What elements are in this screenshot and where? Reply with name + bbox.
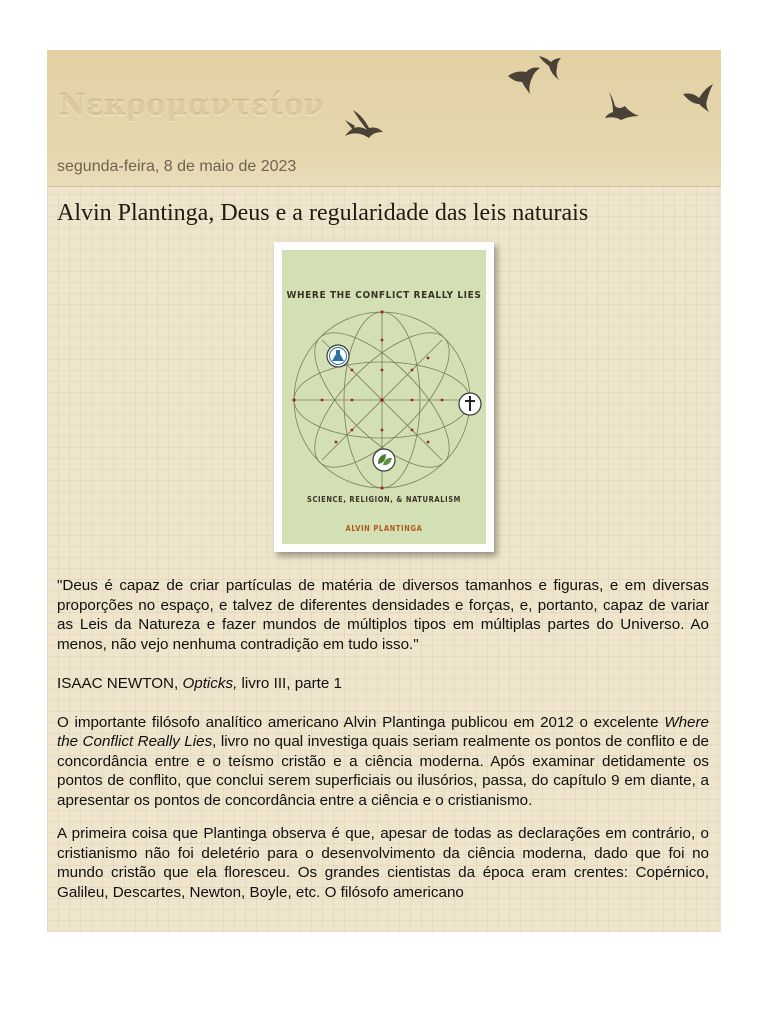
bird-icon [605,92,639,120]
post-title[interactable]: Alvin Plantinga, Deus e a regularidade das leis naturais [57,200,589,226]
blog-page [47,50,721,932]
post-date: segunda-feira, 8 de maio de 2023 [57,158,297,175]
book-title: WHERE THE CONFLICT REALLY LIES [286,290,482,301]
book-cover-image[interactable] [274,242,494,552]
post-body [57,576,709,922]
book-subtitle: SCIENCE, RELIGION, & NATURALISM [306,495,461,504]
book-name: Where the Conflict Really Lies [57,713,709,750]
quote-paragraph: "Deus é capaz de criar partículas de matéria de diversos tamanhos e figuras, e em diversas proporções no espaço, e talvez de diferentes densidades e forças, e, portanto, capaz de variar as Leis da Natureza e fazer mundos de múltiplos tipos em múltiplas partes do Universo. Ao menos, não vejo nenhuma contradição em tudo isso." [57,577,709,653]
bird-icon [539,56,561,80]
flask-icon [327,345,349,367]
attribution-location: livro III, parte 1 [237,674,342,692]
paragraph-text: , livro no qual investiga quais seriam realmente os pontos de conflito e de concordância entre e o teísmo cristão e a ciência moderna. Após examinar detidamente os pontos de conflito, que conclui serem superficiais ou ilusórios, passa, do capítulo 9 em diante, a apresentar os pontos de concordância entre a ciência e o cristianismo. [57,733,709,809]
attribution-paragraph [57,674,709,694]
bird-icon [508,68,540,95]
body-paragraph-2: A primeira coisa que Plantinga observa é que, apesar de todas as declarações em contrário, o cristianismo não foi deletério para o desenvolvimento da ciência moderna, dado que foi no mundo cristão que ela floresceu. Os grandes cientistas da época eram crentes: Copérnico, Galileu, Descartes, Newton, Boyle, etc. O filósofo americano [57,825,709,901]
paragraph-text: O importante filósofo analítico americano Alvin Plantinga publicou em 2012 o excelente [57,713,665,731]
bird-icon [683,84,713,112]
bird-icon [345,120,355,130]
cross-icon [459,393,481,415]
attribution-work: Opticks, [182,674,238,692]
book-author: ALVIN PLANTINGA [345,524,423,533]
book-cover [282,250,486,544]
attribution-author: ISAAC NEWTON, [57,674,183,692]
blog-title[interactable]: Νεκρομαντείον [59,88,325,122]
leaf-icon [373,449,395,471]
body-paragraph-1 [57,713,709,811]
blog-header [47,50,721,187]
